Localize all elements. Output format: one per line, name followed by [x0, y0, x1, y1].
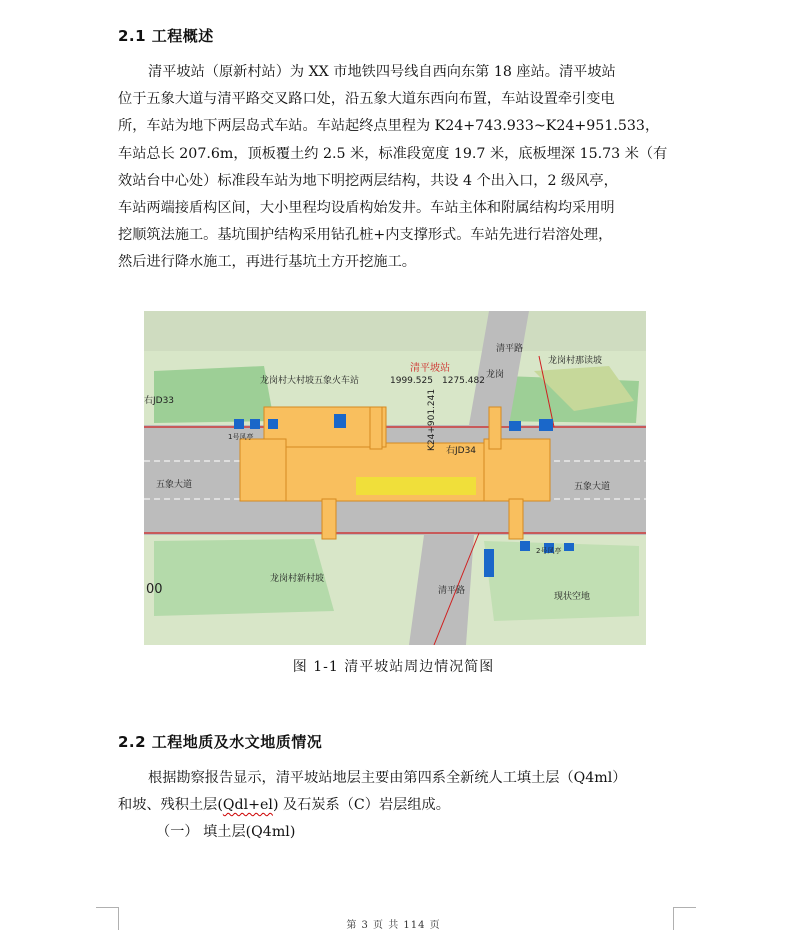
- text-run: 和坡、残积土层(: [118, 797, 223, 814]
- paragraph-line: 效站台中心处）标准段车站为地下明挖两层结构，共设 4 个出入口，2 级风亭，: [118, 172, 618, 189]
- map-label-road-left: 五象大道: [156, 480, 193, 490]
- map-label-road-top: 清平路: [496, 344, 524, 354]
- map-label-area-se: 现状空地: [554, 592, 591, 602]
- map-label-area-nw: 龙岗村大村坡: [260, 376, 315, 386]
- paragraph-line: 清平坡站（原新村站）为 XX 市地铁四号线自西向东第 18 座站。清平坡站: [148, 64, 616, 80]
- section-heading-1: 2.1 工程概述: [118, 27, 214, 45]
- paragraph-line: 车站总长 207.6m，顶板覆土约 2.5 米，标准段宽度 19.7 米，底板埋深 15.73 米（有: [118, 145, 668, 162]
- map-label-longgang: 龙岗: [486, 370, 505, 380]
- map-label-vent-2: 2号风亭: [536, 547, 562, 555]
- map-label-jd34: 右JD34: [446, 446, 477, 456]
- paragraph-line: 所，车站为地下两层岛式车站。车站起终点里程为 K24+743.933~K24+951.533，: [118, 118, 660, 135]
- geology-paragraph: [118, 765, 674, 847]
- paragraph-line: 然后进行降水施工，再进行基坑土方开挖施工。: [118, 254, 416, 271]
- map-label-mileage-2: 1275.482: [442, 376, 485, 386]
- map-label-edge-number: 00: [146, 582, 163, 597]
- overview-paragraph: [118, 59, 674, 277]
- station-site-map: [144, 311, 646, 645]
- map-label-station: 清平坡站: [410, 363, 450, 374]
- paragraph-line: 车站两端接盾构区间，大小里程均设盾构始发井。车站主体和附属结构均采用明: [118, 200, 615, 217]
- map-label-k-mark: K24+901.241: [427, 388, 437, 451]
- map-label-road-right: 五象大道: [574, 482, 611, 492]
- map-label-area-ne: 龙岗村那读坡: [548, 356, 603, 366]
- text-run: ) 及石炭系（C）岩层组成。: [272, 797, 450, 814]
- map-label-jd33: 右JD33: [144, 396, 175, 406]
- paragraph-line: 挖顺筑法施工。基坑围护结构采用钻孔桩+内支撑形式。车站先进行岩溶处理，: [118, 227, 613, 244]
- map-label-vent-1: 1号风亭: [228, 433, 254, 441]
- figure-caption: 图 1-1 清平坡站周边情况简图: [292, 659, 495, 675]
- spellcheck-squiggle-text: Qdl+el: [222, 797, 273, 814]
- paragraph-line: 位于五象大道与清平路交叉路口处，沿五象大道东西向布置，车站设置牵引变电: [118, 91, 615, 108]
- page-footer: 第 3 页 共 114 页: [346, 920, 441, 931]
- map-label-area-sw: 龙岗村新村坡: [270, 574, 325, 584]
- paragraph-line: [118, 792, 674, 819]
- map-label-road-bottom: 清平路: [438, 586, 466, 596]
- map-label-mileage-1: 1999.525: [390, 376, 433, 386]
- section-heading-2: 2.2 工程地质及水文地质情况: [118, 733, 323, 751]
- paragraph-line: （一） 填土层(Q4ml): [156, 824, 296, 841]
- paragraph-line: 根据勘察报告显示，清平坡站地层主要由第四系全新统人工填土层（Q4ml）: [148, 770, 627, 786]
- map-label-wuxiang-station: 五象火车站: [314, 376, 360, 386]
